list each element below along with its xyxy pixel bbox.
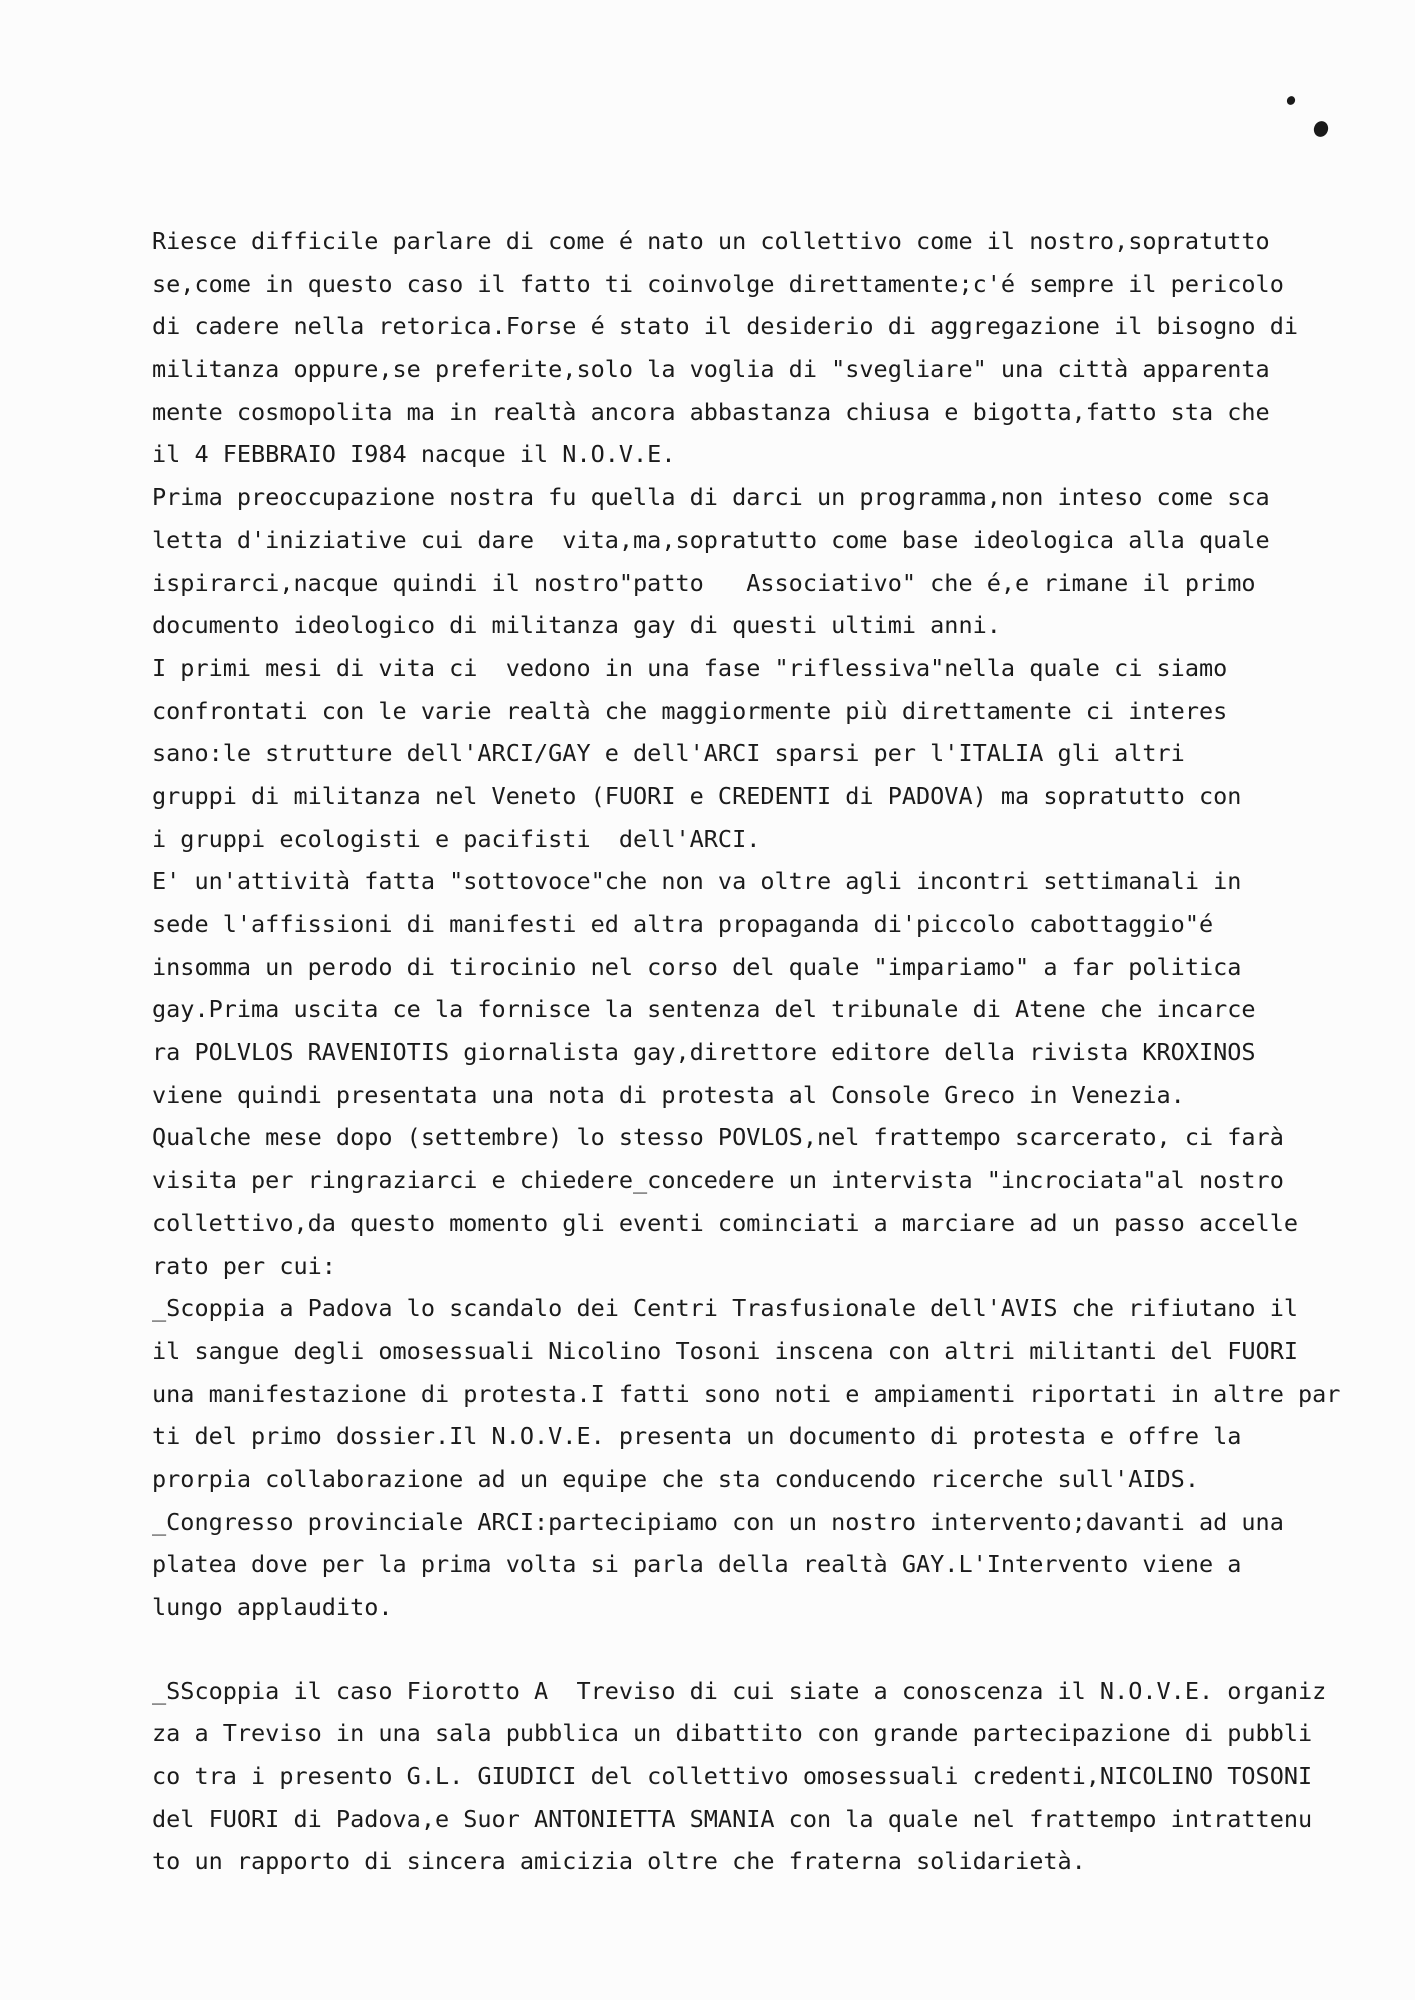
paragraph-gap (152, 1629, 1372, 1670)
text-line: lungo applaudito. (152, 1593, 393, 1621)
text-line: _Congresso provinciale ARCI:partecipiamo con un nostro intervento;davanti ad una (152, 1507, 1284, 1536)
paragraph-block-2 (152, 1670, 1372, 1883)
text-line: mente cosmopolita ma in realtà ancora abbastanza chiusa e bigotta,fatto sta che (152, 397, 1270, 426)
text-line: confrontati con le varie realtà che maggiormente più direttamente ci interes (152, 696, 1228, 725)
text-line: sede l'affissioni di manifesti ed altra propaganda di'piccolo cabottaggio"é (152, 910, 1214, 938)
text-line: viene quindi presentata una nota di protesta al Console Greco in Venezia. (152, 1080, 1185, 1109)
text-line: documento ideologico di militanza gay di questi ultimi anni. (152, 611, 1001, 640)
text-line: to un rapporto di sincera amicizia oltre che fraterna solidarietà. (152, 1847, 1086, 1876)
text-line: militanza oppure,se preferite,solo la voglia di "svegliare" una città apparenta (152, 355, 1270, 384)
text-line: visita per ringraziarci e chiedere_concedere un intervista "incrociata"al nostro (152, 1166, 1284, 1195)
text-line: collettivo,da questo momento gli eventi cominciati a marciare ad un passo accelle (152, 1208, 1299, 1237)
text-line: il 4 FEBBRAIO I984 nacque il N.O.V.E. (152, 440, 676, 469)
text-line: insomma un perodo di tirocinio nel corso del quale "impariamo" a far politica (152, 952, 1242, 981)
text-line: Qualche mese dopo (settembre) lo stesso POVLOS,nel frattempo scarcerato, ci farà (152, 1123, 1284, 1152)
typewritten-text (152, 220, 1372, 1883)
text-line: del FUORI di Padova,e Suor ANTONIETTA SMANIA con la quale nel frattempo intrattenu (152, 1804, 1313, 1833)
text-line: ra POLVLOS RAVENIOTIS giornalista gay,direttore editore della rivista KROXINOS (152, 1038, 1256, 1067)
text-line: i gruppi ecologisti e pacifisti dell'ARCI. (152, 824, 761, 853)
text-line: ti del primo dossier.Il N.O.V.E. presenta un documento di protesta e offre la (152, 1422, 1242, 1451)
text-line: E' un'attività fatta "sottovoce"che non va oltre agli incontri settimanali in (152, 867, 1242, 896)
text-line: gruppi di militanza nel Veneto (FUORI e CREDENTI di PADOVA) ma sopratutto con (152, 781, 1242, 810)
ink-speck (1312, 119, 1331, 139)
text-line: gay.Prima uscita ce la fornisce la sentenza del tribunale di Atene che incarce (152, 995, 1256, 1024)
text-line: letta d'iniziative cui dare vita,ma,sopratutto come base ideologica alla quale (152, 525, 1270, 554)
text-line: sano:le strutture dell'ARCI/GAY e dell'ARCI sparsi per l'ITALIA gli altri (152, 739, 1185, 768)
text-line: una manifestazione di protesta.I fatti sono noti e ampiamenti riportati in altre par (152, 1379, 1341, 1408)
text-line: platea dove per la prima volta si parla della realtà GAY.L'Intervento viene a (152, 1550, 1242, 1579)
text-line: Riesce difficile parlare di come é nato un collettivo come il nostro,sopratutto (152, 227, 1270, 255)
text-line: za a Treviso in una sala pubblica un dibattito con grande partecipazione di pubbli (152, 1719, 1313, 1748)
text-line: il sangue degli omosessuali Nicolino Tosoni inscena con altri militanti del FUORI (152, 1336, 1299, 1365)
text-line: co tra i presento G.L. GIUDICI del collettivo omosessuali credenti,NICOLINO TOSONI (152, 1762, 1313, 1791)
text-line: prorpia collaborazione ad un equipe che sta conducendo ricerche sull'AIDS. (152, 1464, 1199, 1493)
text-line: I primi mesi di vita ci vedono in una fase "riflessiva"nella quale ci siamo (152, 653, 1228, 682)
text-line: Prima preoccupazione nostra fu quella di darci un programma,non inteso come sca (152, 483, 1270, 512)
text-line: se,come in questo caso il fatto ti coinvolge direttamente;c'é sempre il pericolo (152, 269, 1284, 298)
text-line: _SScoppia il caso Fiorotto A Treviso di cui siate a conoscenza il N.O.V.E. organiz (152, 1676, 1327, 1705)
ink-speck (1285, 95, 1296, 107)
paragraph-block-1 (152, 220, 1372, 1629)
text-line: di cadere nella retorica.Forse é stato il desiderio di aggregazione il bisogno di (152, 312, 1299, 341)
text-line: _Scoppia a Padova lo scandalo dei Centri Trasfusionale dell'AVIS che rifiutano il (152, 1294, 1299, 1323)
text-line: ispirarci,nacque quindi il nostro"patto Associativo" che é,e rimane il primo (152, 568, 1256, 597)
text-line: rato per cui: (152, 1251, 336, 1280)
